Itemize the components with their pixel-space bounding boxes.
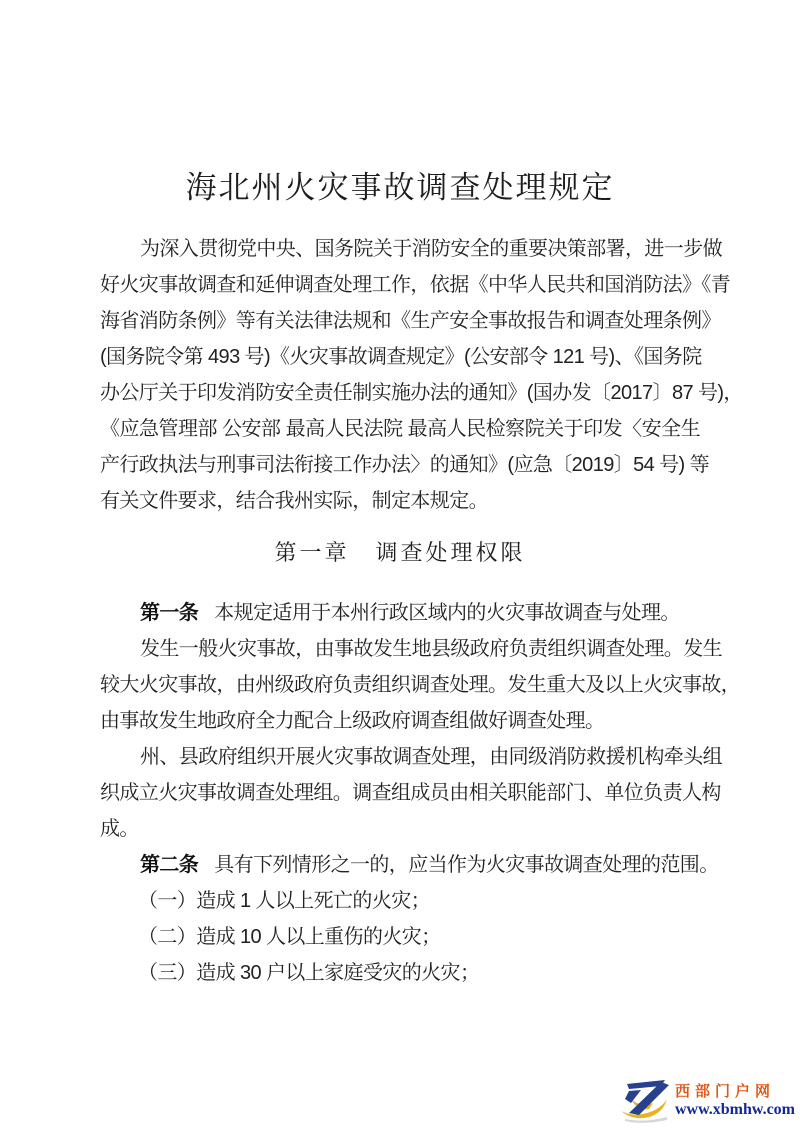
- intro-line: 产行政执法与刑事司法衔接工作办法〉的通知》(应急〔2019〕54 号) 等: [100, 454, 709, 476]
- list-item: （三）造成 30 户以上家庭受灾的火灾；: [138, 962, 480, 984]
- article-2-text: 具有下列情形之一的，应当作为火灾事故调查处理的范围。: [214, 854, 719, 876]
- body-line: 较大火灾事故，由州级政府负责组织调查处理。发生重大及以上火灾事故，: [100, 674, 741, 696]
- chapter-number: 第一章: [274, 540, 350, 565]
- article-1-text: 本规定适用于本州行政区域内的火灾事故调查与处理。: [214, 602, 680, 624]
- chapter-heading: [0, 536, 800, 567]
- intro-line: 为深入贯彻党中央、国务院关于消防安全的重要决策部署，进一步做: [140, 238, 722, 260]
- body-line: 发生一般火灾事故，由事故发生地县级政府负责组织调查处理。发生: [140, 638, 722, 660]
- intro-line: 海省消防条例》等有关法律法规和《生产安全事故报告和调查处理条例》: [100, 310, 721, 332]
- article-2-label: 第二条: [140, 854, 199, 876]
- list-item: （二）造成 10 人以上重伤的火灾；: [138, 926, 441, 948]
- chapter-body: [100, 595, 741, 991]
- site-watermark: [617, 1077, 795, 1123]
- body-line: 由事故发生地政府全力配合上级政府调查组做好调查处理。: [100, 710, 605, 732]
- intro-line: 有关文件要求，结合我州实际，制定本规定。: [100, 490, 488, 512]
- xbmhw-logo-icon: [617, 1077, 673, 1123]
- article-1-label: 第一条: [140, 602, 199, 624]
- list-item: （一）造成 1 人以上死亡的火灾；: [138, 890, 431, 912]
- intro-paragraph: [100, 231, 743, 519]
- intro-line: 《应急管理部 公安部 最高人民法院 最高人民检察院关于印发〈安全生: [100, 418, 700, 440]
- doc-title: 海北州火灾事故调查处理规定: [185, 169, 615, 205]
- body-line: 织成立火灾事故调查处理组。调查组成员由相关职能部门、单位负责人构: [100, 782, 721, 804]
- article-1-line: [100, 595, 700, 631]
- chapter-title: 调查处理权限: [375, 540, 526, 565]
- site-text-block: [675, 1082, 795, 1119]
- body-line: 州、县政府组织开展火灾事故调查处理，由同级消防救援机构牵头组: [140, 746, 722, 768]
- intro-line: 办公厅关于印发消防安全责任制实施办法的通知》(国办发〔2017〕87 号)，: [100, 382, 743, 404]
- site-name: 西部门户网: [674, 1082, 775, 1100]
- body-line: 成。: [100, 818, 139, 840]
- site-url: www.xbmhw.com: [674, 1100, 795, 1118]
- intro-line: 好火灾事故调查和延伸调查处理工作，依据《中华人民共和国消防法》《青: [100, 274, 731, 296]
- article-2-line: [100, 847, 719, 883]
- intro-line: (国务院令第 493 号)《火灾事故调查规定》(公安部令 121 号)、《国务院: [100, 346, 702, 368]
